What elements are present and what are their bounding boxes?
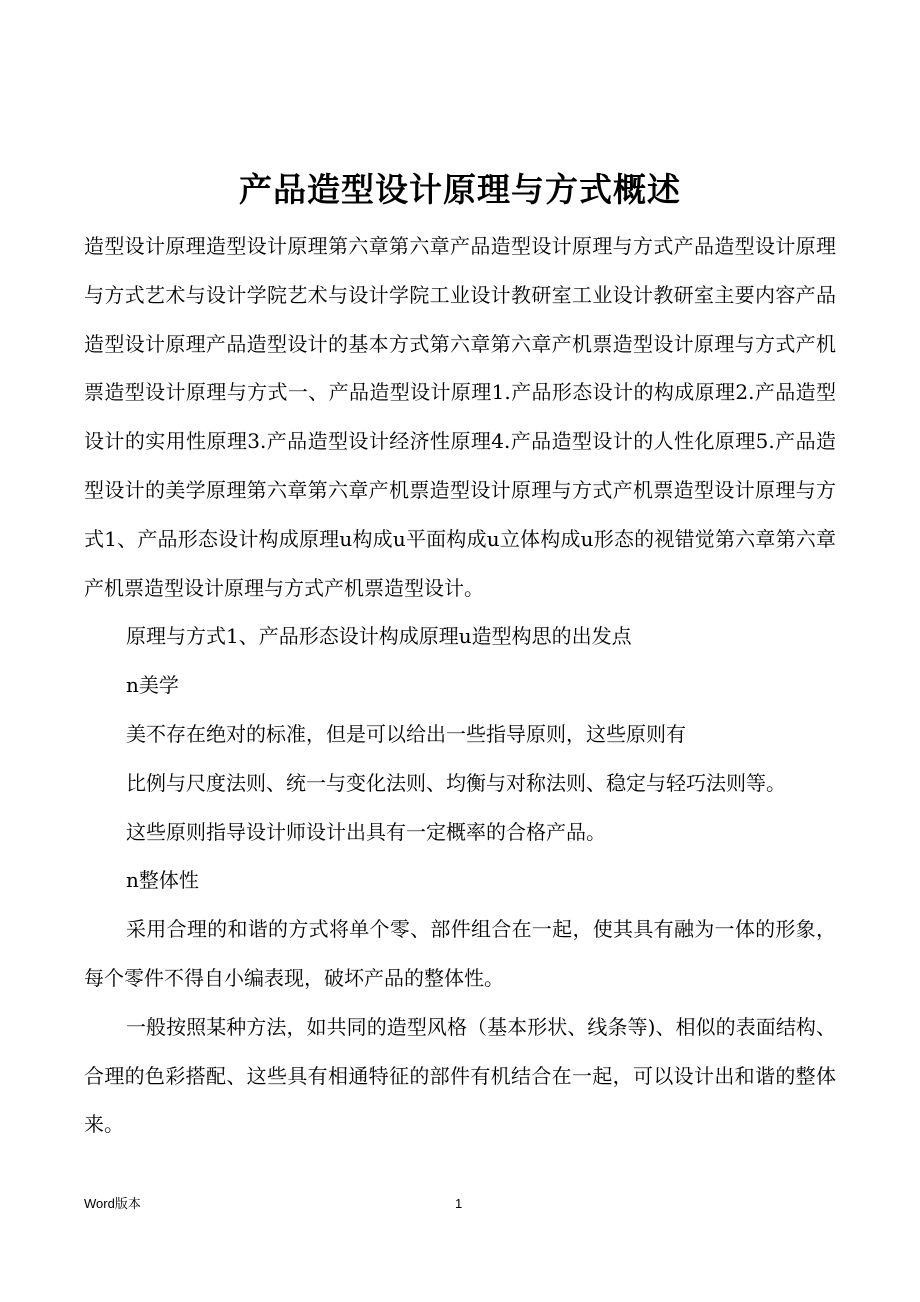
- paragraph-aesthetics-guidance: 这些原则指导设计师设计出具有一定概率的合格产品。: [126, 819, 606, 844]
- paragraph-aesthetics-standard: 美不存在绝对的标准，但是可以给出一些指导原则，这些原则有: [126, 721, 686, 746]
- paragraph-intro: 造型设计原理造型设计原理第六章第六章产品造型设计原理与方式产品造型设计原理与方式艺术与设计学院艺术与设计学院工业设计教研室工业设计教研室主要内容产品造型设计原理产品造型设计的基本方式第六章第六章产机票造型设计原理与方式产机票造型设计原理与方式一、产品造型设计原理1.产品形态设计的构成原理2.产品造型设计的实用性原理3.产品造型设计经济性原理4.产品造型设计的人性化原理5.产品造型设计的美学原理第六章第六章产机票造型设计原理与方式产机票造型设计原理与方式1、产品形态设计构成原理u构成u平面构成u立体构成u形态的视错觉第六章第六章产机票造型设计原理与方式产机票造型设计。: [84, 234, 836, 600]
- document-body: [84, 222, 836, 1149]
- footer-label: Word版本: [84, 1196, 141, 1211]
- document-title: 产品造型设计原理与方式概述: [239, 170, 681, 210]
- heading-aesthetics: n美学: [126, 673, 179, 698]
- paragraph-integrity-harmony: 采用合理的和谐的方式将单个零、部件组合在一起，使其具有融为一体的形象，每个零件不得自小编表现，破坏产品的整体性。: [84, 917, 836, 990]
- footer-page-number: 1: [455, 1196, 463, 1211]
- heading-integrity: n整体性: [126, 868, 199, 893]
- paragraph-integrity-method: 一般按照某种方法，如共同的造型风格（基本形状、线条等)、相似的表面结构、合理的色彩搭配、这些具有相通特征的部件有机结合在一起，可以设计出和谐的整体来。: [84, 1014, 836, 1137]
- paragraph-aesthetics-rules: 比例与尺度法则、统一与变化法则、均衡与对称法则、稳定与轻巧法则等。: [126, 770, 786, 795]
- paragraph-origin: 原理与方式1、产品形态设计构成原理u造型构思的出发点: [126, 624, 632, 649]
